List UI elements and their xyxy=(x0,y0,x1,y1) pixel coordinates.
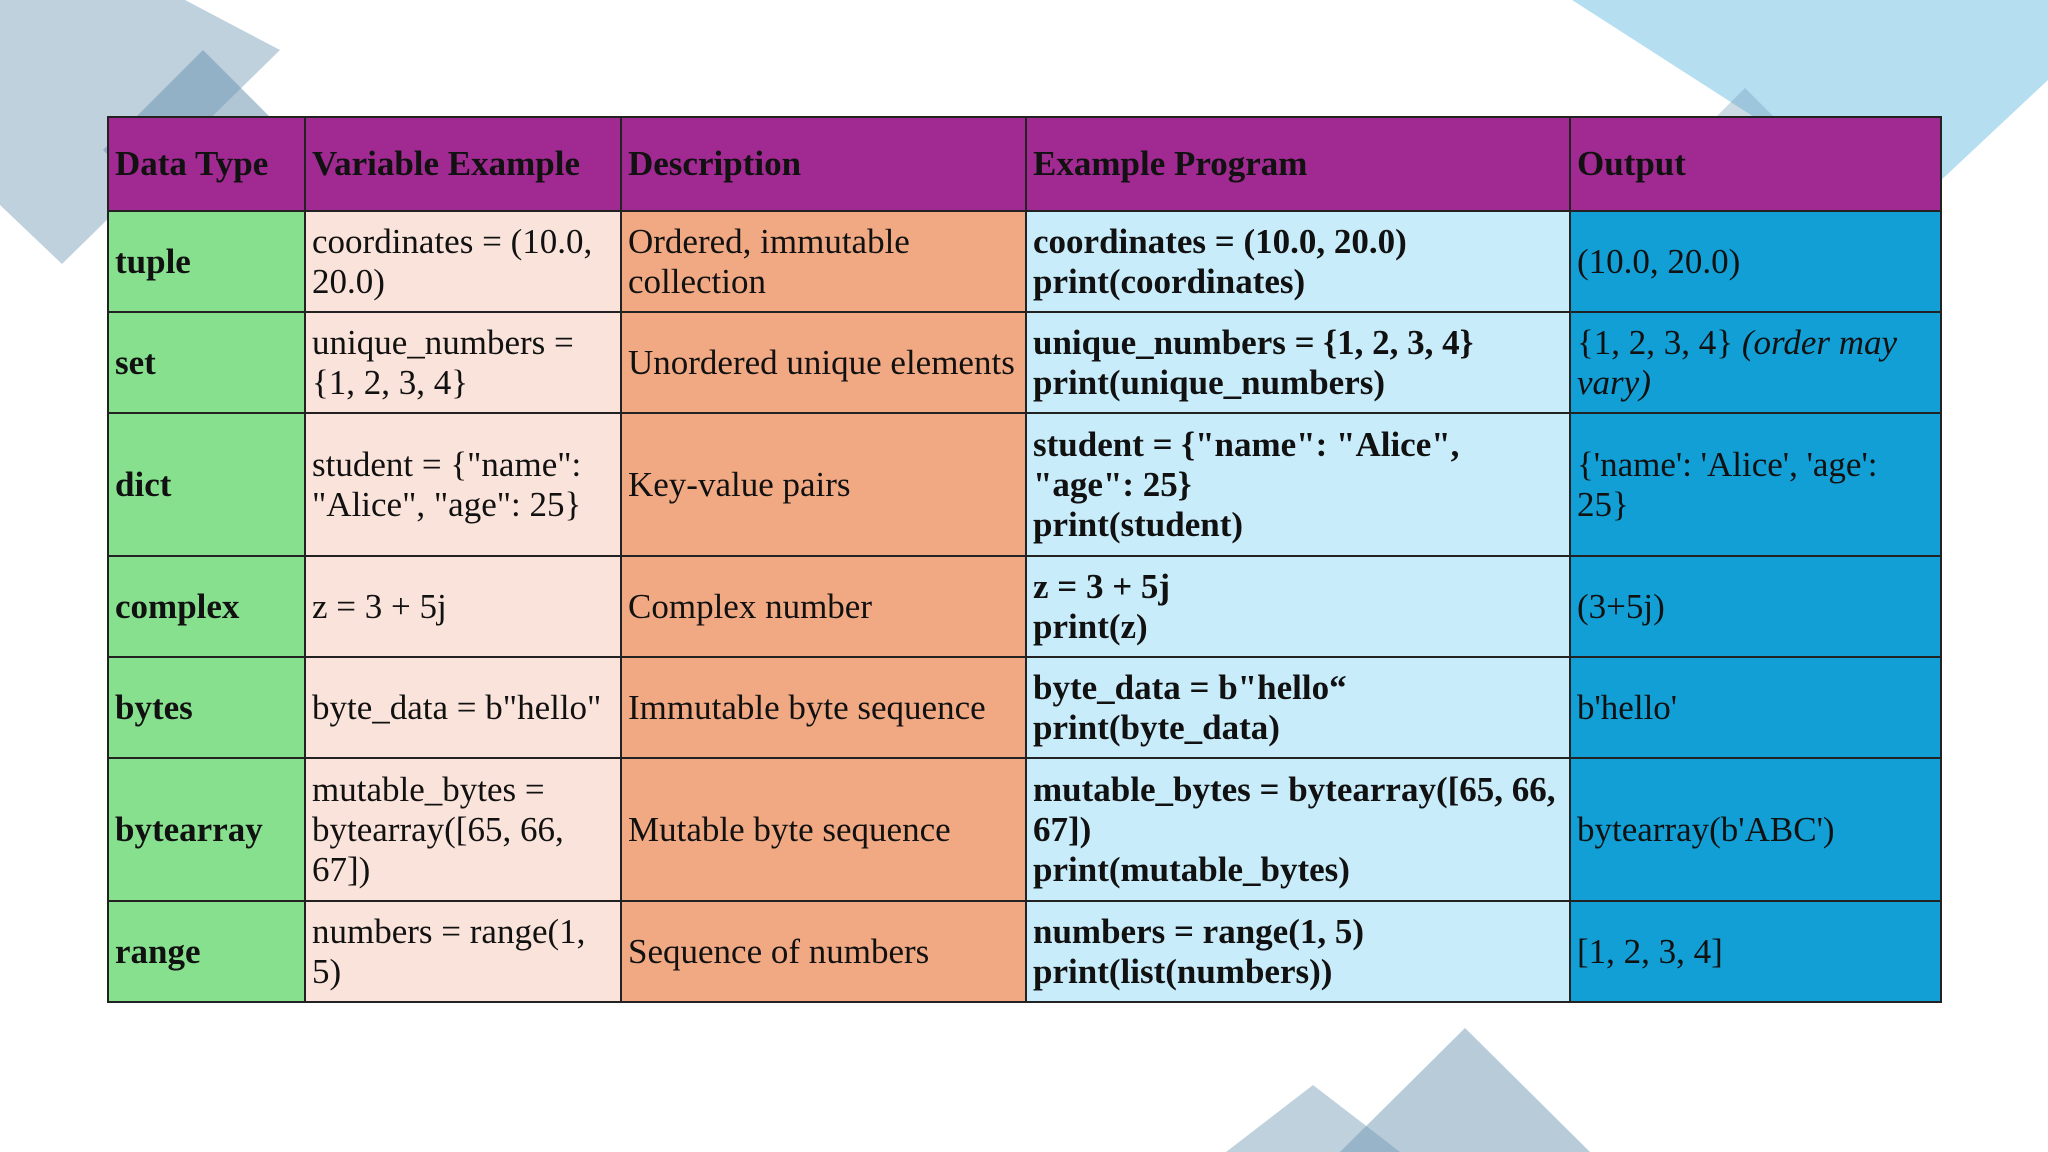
cell-variable-example: z = 3 + 5j xyxy=(305,556,621,657)
cell-example-program xyxy=(1026,556,1570,657)
cell-example-program xyxy=(1026,211,1570,312)
output-text: [1, 2, 3, 4] xyxy=(1577,931,1723,971)
cell-example-program xyxy=(1026,758,1570,901)
program-line: print(list(numbers)) xyxy=(1033,951,1333,991)
output-text: b'hello' xyxy=(1577,687,1678,727)
cell-data-type: bytes xyxy=(108,657,305,758)
cell-output xyxy=(1570,758,1941,901)
header-data-type: Data Type xyxy=(108,117,305,211)
cell-output xyxy=(1570,312,1941,413)
cell-example-program xyxy=(1026,657,1570,758)
cell-variable-example: student = {"name": "Alice", "age": 25} xyxy=(305,413,621,556)
cell-data-type: tuple xyxy=(108,211,305,312)
header-variable-example: Variable Example xyxy=(305,117,621,211)
table-row xyxy=(108,556,1941,657)
program-line: print(unique_numbers) xyxy=(1033,362,1386,402)
header-description: Description xyxy=(621,117,1026,211)
cell-output xyxy=(1570,657,1941,758)
cell-output xyxy=(1570,211,1941,312)
cell-data-type: bytearray xyxy=(108,758,305,901)
program-line: student = {"name": "Alice", "age": 25} xyxy=(1033,424,1469,504)
program-line: z = 3 + 5j xyxy=(1033,566,1171,606)
cell-variable-example: unique_numbers = {1, 2, 3, 4} xyxy=(305,312,621,413)
program-line: print(mutable_bytes) xyxy=(1033,849,1350,889)
cell-description: Ordered, immutable collection xyxy=(621,211,1026,312)
program-line: unique_numbers = {1, 2, 3, 4} xyxy=(1033,322,1474,362)
cell-description: Mutable byte sequence xyxy=(621,758,1026,901)
table-header-row xyxy=(108,117,1941,211)
cell-description: Unordered unique elements xyxy=(621,312,1026,413)
output-text: {'name': 'Alice', 'age': 25} xyxy=(1577,444,1878,524)
cell-output xyxy=(1570,413,1941,556)
decor-diamond-bottom-right xyxy=(1340,1028,1590,1152)
program-line: print(coordinates) xyxy=(1033,261,1306,301)
table-row xyxy=(108,657,1941,758)
program-line: mutable_bytes = bytearray([65, 66, 67]) xyxy=(1033,769,1565,849)
cell-data-type: set xyxy=(108,312,305,413)
program-line: print(z) xyxy=(1033,606,1148,646)
cell-variable-example: mutable_bytes = bytearray([65, 66, 67]) xyxy=(305,758,621,901)
header-example-program: Example Program xyxy=(1026,117,1570,211)
output-text: (10.0, 20.0) xyxy=(1577,241,1741,281)
header-output: Output xyxy=(1570,117,1941,211)
program-line: coordinates = (10.0, 20.0) xyxy=(1033,221,1407,261)
program-line: byte_data = b"hello“ xyxy=(1033,667,1347,707)
program-line: print(student) xyxy=(1033,504,1244,544)
program-line: print(byte_data) xyxy=(1033,707,1280,747)
cell-description: Complex number xyxy=(621,556,1026,657)
table-row xyxy=(108,312,1941,413)
table-row xyxy=(108,758,1941,901)
cell-data-type: dict xyxy=(108,413,305,556)
table-row xyxy=(108,211,1941,312)
cell-data-type: range xyxy=(108,901,305,1002)
table-row xyxy=(108,901,1941,1002)
cell-example-program xyxy=(1026,312,1570,413)
cell-output xyxy=(1570,556,1941,657)
cell-example-program xyxy=(1026,413,1570,556)
data-types-table-container xyxy=(107,116,1940,1003)
cell-output xyxy=(1570,901,1941,1002)
output-text: (3+5j) xyxy=(1577,586,1665,626)
cell-description: Immutable byte sequence xyxy=(621,657,1026,758)
program-line: numbers = range(1, 5) xyxy=(1033,911,1365,951)
cell-variable-example: numbers = range(1, 5) xyxy=(305,901,621,1002)
data-types-table xyxy=(107,116,1942,1003)
cell-variable-example: coordinates = (10.0, 20.0) xyxy=(305,211,621,312)
cell-description: Key-value pairs xyxy=(621,413,1026,556)
table-row xyxy=(108,413,1941,556)
cell-description: Sequence of numbers xyxy=(621,901,1026,1002)
output-note: (order may vary) xyxy=(1577,322,1898,402)
output-text: {1, 2, 3, 4} xyxy=(1577,322,1742,362)
output-text: bytearray(b'ABC') xyxy=(1577,809,1835,849)
cell-data-type: complex xyxy=(108,556,305,657)
cell-example-program xyxy=(1026,901,1570,1002)
cell-variable-example: byte_data = b"hello" xyxy=(305,657,621,758)
